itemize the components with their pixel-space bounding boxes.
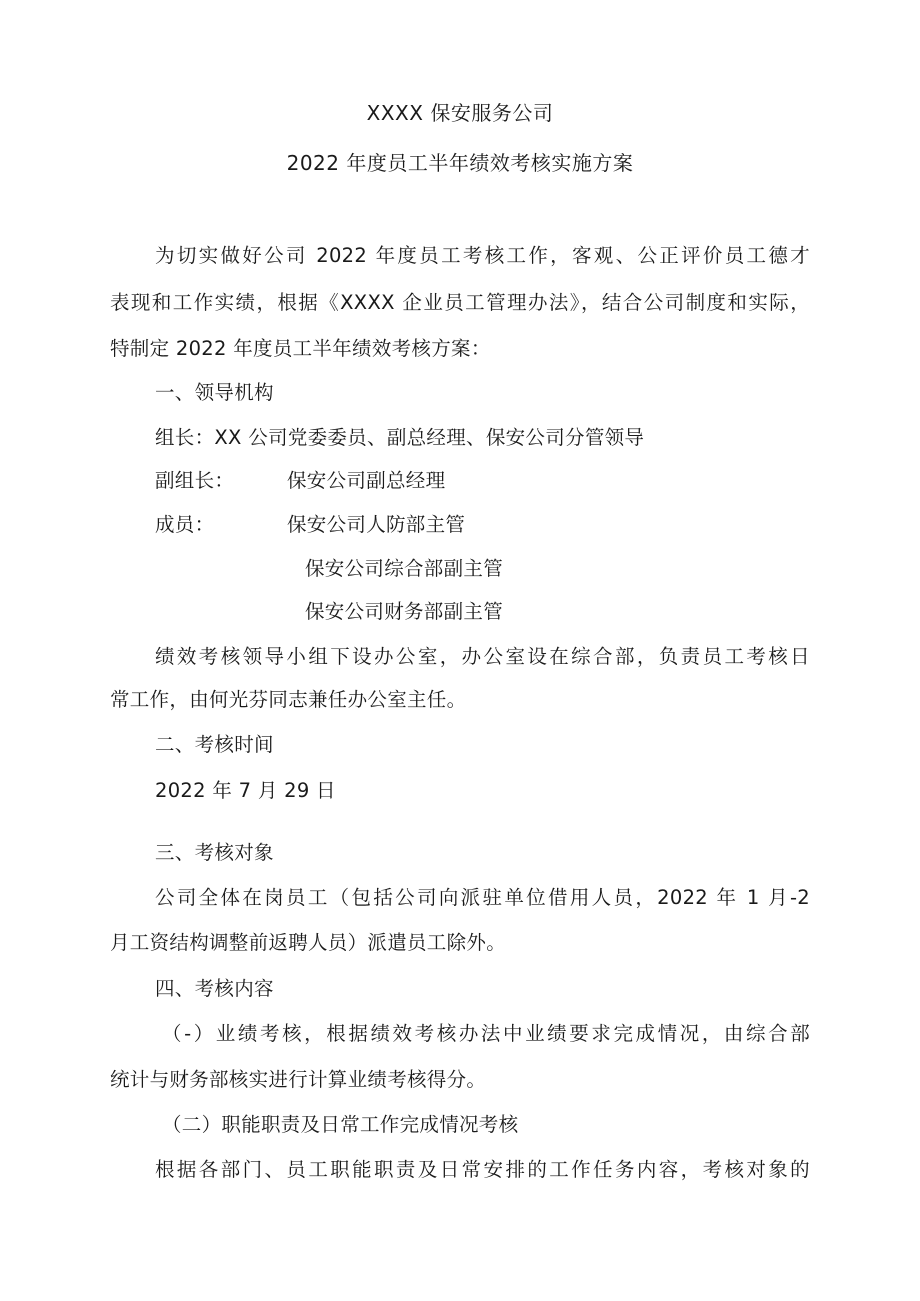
deputy-label: 副组长： (155, 469, 235, 492)
members-label: 成员： (155, 513, 215, 536)
intro-line-1: 为切实做好公司 2022 年度员工考核工作，客观、公正评价员工德才 (155, 244, 810, 267)
member-3: 保安公司财务部副主管 (305, 600, 504, 623)
section4-item1-line-2: 统计与财务部核实进行计算业绩考核得分。 (110, 1068, 487, 1091)
section1-leader: 组长：XX 公司党委委员、副总经理、保安公司分管领导 (155, 426, 645, 449)
section3-line-2: 月工资结构调整前返聘人员）派遣员工除外。 (110, 931, 507, 954)
member-1: 保安公司人防部主管 (287, 513, 466, 536)
office-line-2: 常工作，由何光芬同志兼任办公室主任。 (110, 688, 467, 711)
assessment-date: 2022 年 7 月 29 日 (155, 779, 336, 802)
section1-heading: 一、领导机构 (155, 381, 274, 404)
section4-item2-heading: （二）职能职责及日常工作完成情况考核 (162, 1113, 519, 1136)
plan-title: 2022 年度员工半年绩效考核实施方案 (286, 151, 634, 175)
intro-line-2: 表现和工作实绩，根据《XXXX 企业员工管理办法》，结合公司制度和实际， (110, 291, 810, 314)
section3-heading: 三、考核对象 (155, 841, 274, 864)
section3-line-1: 公司全体在岗员工（包括公司向派驻单位借用人员，2022 年 1 月-2 (155, 886, 810, 909)
deputy-value: 保安公司副总经理 (287, 469, 446, 492)
company-title: XXXX 保安服务公司 (366, 101, 554, 125)
intro-line-3: 特制定 2022 年度员工半年绩效考核方案： (110, 337, 491, 360)
section4-item2-text: 根据各部门、员工职能职责及日常安排的工作任务内容，考核对象的 (155, 1158, 810, 1181)
member-2: 保安公司综合部副主管 (305, 557, 504, 580)
section4-heading: 四、考核内容 (155, 977, 274, 1000)
office-line-1: 绩效考核领导小组下设办公室，办公室设在综合部，负责员工考核日 (155, 645, 810, 668)
section4-item1-line-1: （-）业绩考核，根据绩效考核办法中业绩要求完成情况，由综合部 (162, 1022, 810, 1045)
section2-heading: 二、考核时间 (155, 733, 274, 756)
